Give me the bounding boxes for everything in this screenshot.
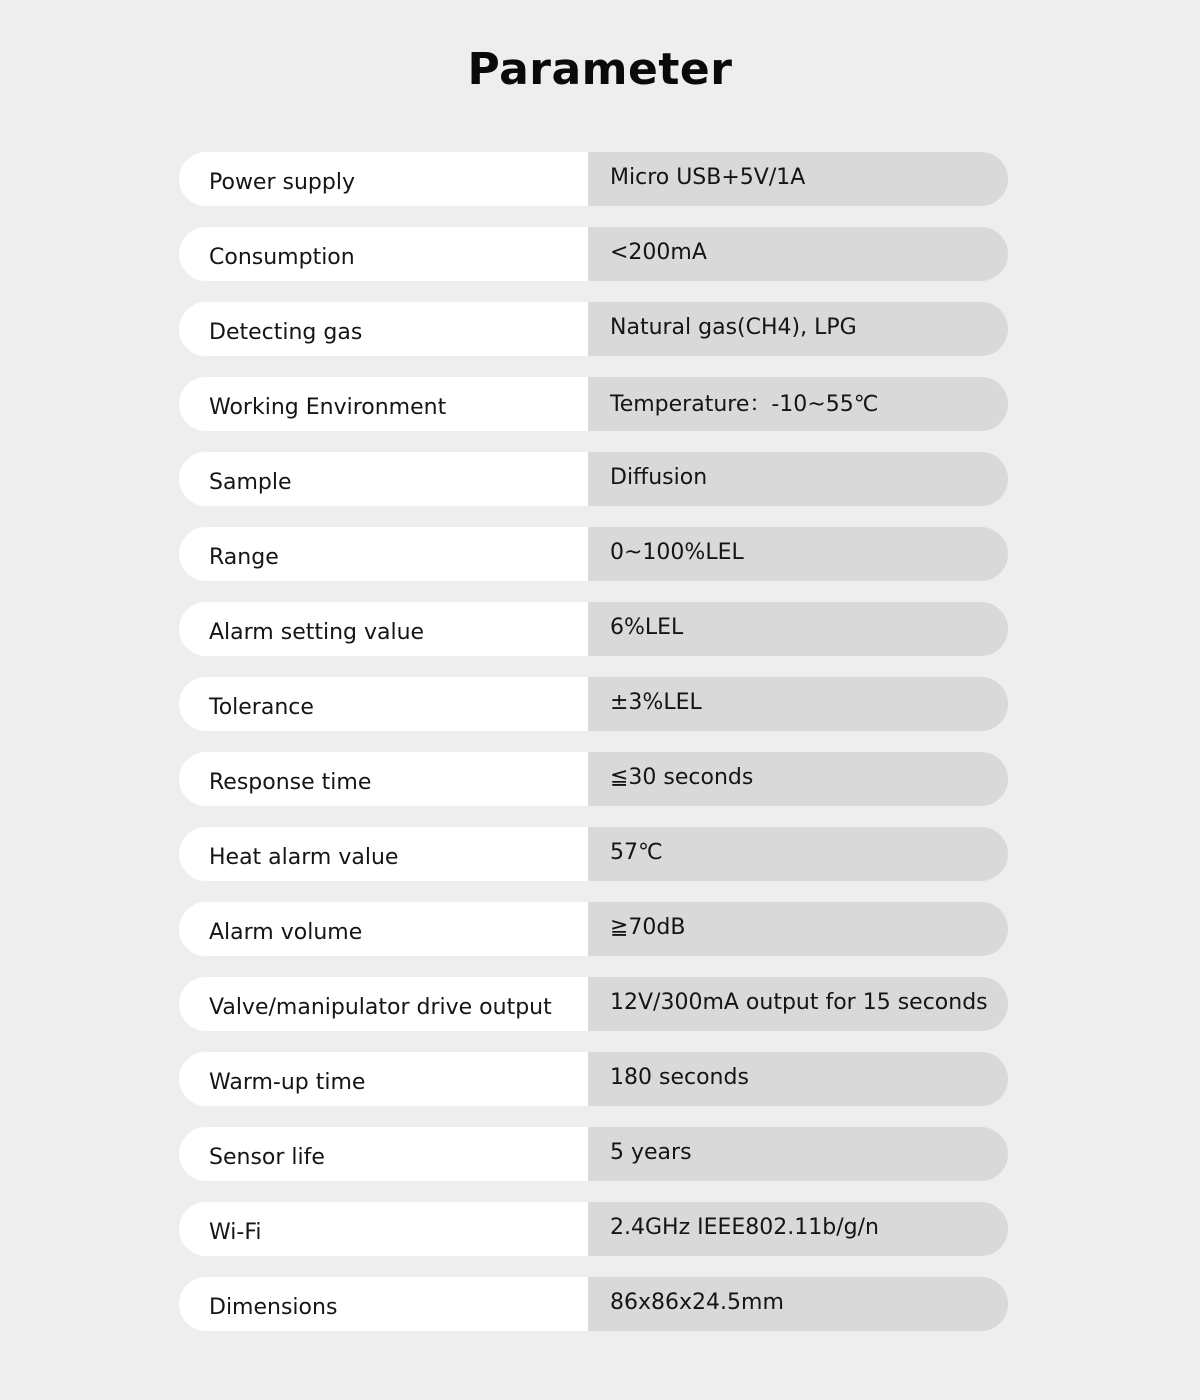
parameter-label: Consumption (179, 227, 588, 281)
parameter-label: Sample (179, 452, 588, 506)
parameter-label: Heat alarm value (179, 827, 588, 881)
table-row (179, 902, 1008, 956)
parameter-value: 86x86x24.5mm (588, 1277, 1008, 1331)
parameter-value: Diffusion (588, 452, 1008, 506)
parameter-value: ≧70dB (588, 902, 1008, 956)
parameter-value: 12V/300mA output for 15 seconds (588, 977, 1008, 1031)
parameter-table (179, 152, 1008, 1352)
parameter-value: <200mA (588, 227, 1008, 281)
table-row (179, 302, 1008, 356)
parameter-label: Alarm setting value (179, 602, 588, 656)
parameter-label: Wi-Fi (179, 1202, 588, 1256)
table-row (179, 1127, 1008, 1181)
table-row (179, 152, 1008, 206)
parameter-value: Micro USB+5V/1A (588, 152, 1008, 206)
page-title: Parameter (467, 44, 733, 95)
parameter-label: Warm-up time (179, 1052, 588, 1106)
table-row (179, 827, 1008, 881)
parameter-value: 2.4GHz IEEE802.11b/g/n (588, 1202, 1008, 1256)
table-row (179, 527, 1008, 581)
parameter-label: Detecting gas (179, 302, 588, 356)
parameter-label: Range (179, 527, 588, 581)
table-row (179, 377, 1008, 431)
parameter-label: Tolerance (179, 677, 588, 731)
parameter-value: 57℃ (588, 827, 1008, 881)
parameter-value: 6%LEL (588, 602, 1008, 656)
parameter-value: Natural gas(CH4), LPG (588, 302, 1008, 356)
parameter-label: Valve/manipulator drive output (179, 977, 588, 1031)
parameter-label: Response time (179, 752, 588, 806)
table-row (179, 1052, 1008, 1106)
parameter-label: Alarm volume (179, 902, 588, 956)
table-row (179, 602, 1008, 656)
table-row (179, 227, 1008, 281)
parameter-label: Sensor life (179, 1127, 588, 1181)
parameter-value: ±3%LEL (588, 677, 1008, 731)
parameter-value: ≦30 seconds (588, 752, 1008, 806)
parameter-value: Temperature：-10~55℃ (588, 377, 1008, 431)
parameter-label: Power supply (179, 152, 588, 206)
parameter-label: Dimensions (179, 1277, 588, 1331)
table-row (179, 752, 1008, 806)
table-row (179, 977, 1008, 1031)
parameter-value: 0~100%LEL (588, 527, 1008, 581)
parameter-value: 180 seconds (588, 1052, 1008, 1106)
parameter-value: 5 years (588, 1127, 1008, 1181)
parameter-label: Working Environment (179, 377, 588, 431)
table-row (179, 1277, 1008, 1331)
table-row (179, 677, 1008, 731)
table-row (179, 1202, 1008, 1256)
table-row (179, 452, 1008, 506)
